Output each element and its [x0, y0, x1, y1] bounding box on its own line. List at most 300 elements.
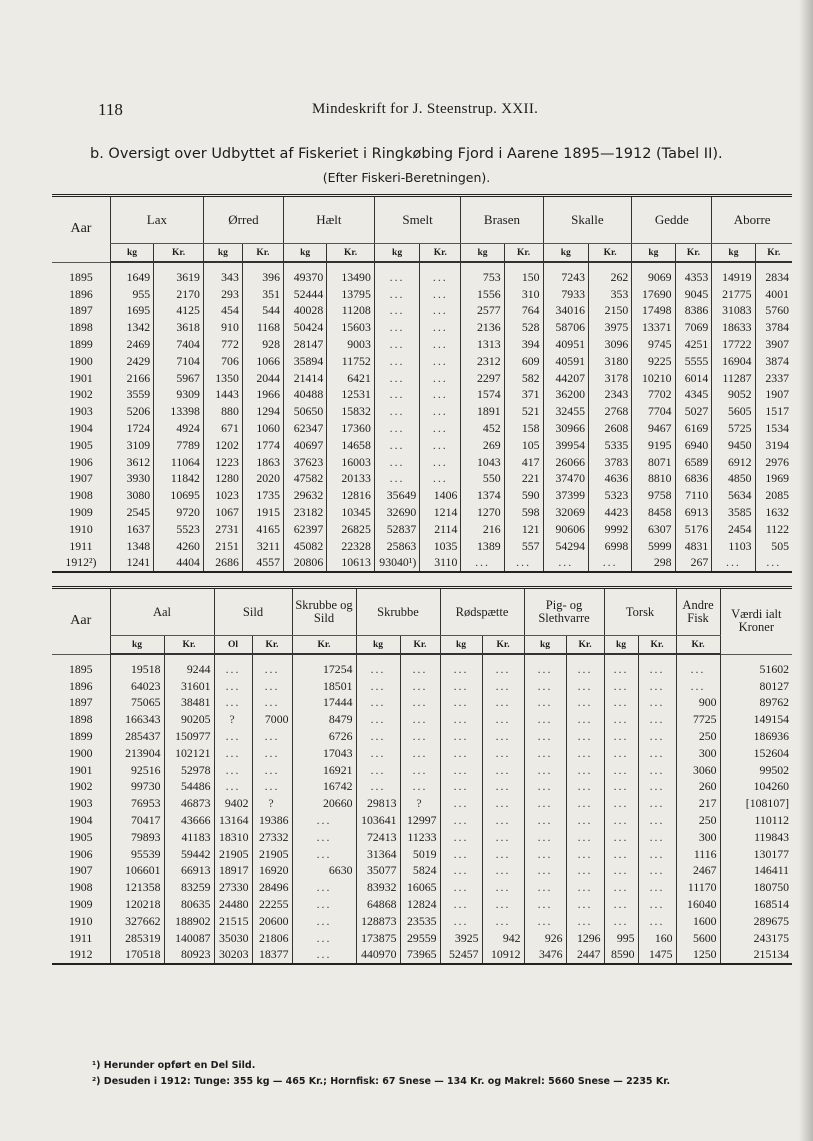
- value-cell: 2343: [589, 387, 632, 404]
- value-cell: 1475: [638, 947, 676, 965]
- value-cell: 1116: [676, 846, 720, 863]
- value-cell: 4924: [154, 420, 204, 437]
- value-cell: 93040¹): [374, 555, 419, 573]
- value-cell: 1223: [203, 454, 242, 471]
- value-cell: 3211: [242, 538, 283, 555]
- unit-kr-header: Kr.: [252, 636, 292, 655]
- value-cell: 3619: [154, 269, 204, 286]
- value-cell: ...: [440, 728, 482, 745]
- value-cell: ...: [214, 745, 252, 762]
- value-cell: ...: [440, 812, 482, 829]
- value-cell: 89762: [720, 695, 792, 712]
- value-cell: 26066: [543, 454, 588, 471]
- value-cell: 16920: [252, 863, 292, 880]
- value-cell: 1060: [242, 420, 283, 437]
- year-cell: 1911: [69, 538, 93, 553]
- value-cell: 31601: [164, 678, 214, 695]
- year-cell: 1896: [69, 286, 93, 301]
- value-cell: 4850: [712, 471, 755, 488]
- value-cell: 557: [504, 538, 543, 555]
- footnote-2: ²) Desuden i 1912: Tunge: 355 kg — 465 Kr.; Hornfisk: 67 Snese — 134 Kr. og Makrel: 5660 Snese — 2235 Kr.: [92, 1076, 671, 1087]
- year-cell: 1912: [68, 947, 93, 962]
- footnote-1: ¹) Herunder opført en Del Sild.: [92, 1060, 256, 1071]
- value-cell: 2136: [461, 319, 504, 336]
- value-cell: ...: [292, 829, 356, 846]
- value-cell: 27330: [214, 879, 252, 896]
- value-cell: 671: [203, 420, 242, 437]
- value-cell: 120218: [110, 896, 164, 913]
- value-cell: ...: [420, 420, 461, 437]
- value-cell: 1443: [203, 387, 242, 404]
- value-cell: 28147: [283, 336, 326, 353]
- value-cell: 16065: [400, 879, 440, 896]
- year-cell: 1901: [69, 370, 93, 385]
- value-cell: 215134: [720, 947, 792, 965]
- value-cell: ...: [440, 863, 482, 880]
- value-cell: 28496: [252, 879, 292, 896]
- value-cell: ...: [374, 387, 419, 404]
- value-cell: 66913: [164, 863, 214, 880]
- value-cell: ...: [676, 661, 720, 678]
- value-cell: 351: [242, 286, 283, 303]
- value-cell: 2297: [461, 370, 504, 387]
- unit-kg-header: kg: [440, 636, 482, 655]
- value-cell: ...: [374, 403, 419, 420]
- year-cell: 1903: [69, 404, 93, 419]
- value-cell: 54486: [164, 779, 214, 796]
- value-cell: ...: [638, 863, 676, 880]
- value-cell: 4251: [675, 336, 712, 353]
- value-cell: ...: [440, 762, 482, 779]
- value-cell: ...: [292, 913, 356, 930]
- value-cell: 2686: [203, 555, 242, 573]
- value-cell: 62397: [283, 521, 326, 538]
- value-cell: 52978: [164, 762, 214, 779]
- value-cell: ...: [524, 846, 566, 863]
- value-cell: ...: [292, 930, 356, 947]
- value-cell: 32455: [543, 403, 588, 420]
- value-cell: 6014: [675, 370, 712, 387]
- value-cell: 22328: [327, 538, 375, 555]
- unit-kr-header: Kr.: [154, 244, 204, 263]
- value-cell: 7000: [252, 711, 292, 728]
- value-cell: 16040: [676, 896, 720, 913]
- unit-kr-header: Kr.: [675, 244, 712, 263]
- value-cell: 54294: [543, 538, 588, 555]
- value-cell: 1649: [110, 269, 153, 286]
- value-cell: 2469: [110, 336, 153, 353]
- value-cell: 267: [675, 555, 712, 573]
- value-cell: 1023: [203, 487, 242, 504]
- value-cell: 250: [676, 812, 720, 829]
- value-cell: ...: [638, 745, 676, 762]
- year-cell: 1899: [68, 729, 93, 744]
- value-cell: ...: [524, 795, 566, 812]
- value-cell: 9745: [632, 336, 675, 353]
- value-cell: 6913: [675, 504, 712, 521]
- value-cell: 1915: [242, 504, 283, 521]
- value-cell: 12824: [400, 896, 440, 913]
- value-cell: ...: [604, 745, 638, 762]
- value-cell: ...: [566, 896, 604, 913]
- value-cell: ...: [374, 454, 419, 471]
- value-cell: ...: [566, 779, 604, 796]
- value-cell: 4260: [154, 538, 204, 555]
- value-cell: 1863: [242, 454, 283, 471]
- value-cell: ...: [524, 863, 566, 880]
- value-cell: 521: [504, 403, 543, 420]
- value-cell: ...: [374, 471, 419, 488]
- value-cell: ...: [482, 795, 524, 812]
- value-cell: ...: [524, 695, 566, 712]
- value-cell: ...: [604, 863, 638, 880]
- value-cell: ?: [400, 795, 440, 812]
- value-cell: 17690: [632, 286, 675, 303]
- value-cell: 73965: [400, 947, 440, 965]
- value-cell: ...: [482, 661, 524, 678]
- year-cell: 1907: [69, 471, 93, 486]
- value-cell: 16904: [712, 353, 755, 370]
- value-cell: ...: [440, 913, 482, 930]
- value-cell: 2044: [242, 370, 283, 387]
- value-cell: 243175: [720, 930, 792, 947]
- unit-kg-header: kg: [110, 244, 153, 263]
- value-cell: ...: [566, 678, 604, 695]
- value-cell: ...: [524, 896, 566, 913]
- species-header: Brasen: [461, 196, 543, 244]
- table-row: [52, 913, 792, 930]
- value-cell: 10912: [482, 947, 524, 965]
- value-cell: 1066: [242, 353, 283, 370]
- value-cell: 955: [110, 286, 153, 303]
- value-cell: 6630: [292, 863, 356, 880]
- year-column-header: Aar: [52, 196, 110, 263]
- value-cell: 18501: [292, 678, 356, 695]
- unit-kg-header: kg: [374, 244, 419, 263]
- value-cell: 2976: [755, 454, 792, 471]
- value-cell: 75065: [110, 695, 164, 712]
- value-cell: 6912: [712, 454, 755, 471]
- value-cell: ...: [524, 711, 566, 728]
- value-cell: 2166: [110, 370, 153, 387]
- value-cell: 44207: [543, 370, 588, 387]
- value-cell: 1214: [420, 504, 461, 521]
- value-cell: ...: [214, 678, 252, 695]
- value-cell: ...: [604, 762, 638, 779]
- table-row: [52, 695, 792, 712]
- value-cell: 5634: [712, 487, 755, 504]
- table-row: [52, 420, 792, 437]
- value-cell: ...: [482, 913, 524, 930]
- value-cell: 1724: [110, 420, 153, 437]
- value-cell: 5335: [589, 437, 632, 454]
- value-cell: 285437: [110, 728, 164, 745]
- value-cell: ...: [543, 555, 588, 573]
- value-cell: 3930: [110, 471, 153, 488]
- value-cell: ...: [420, 403, 461, 420]
- value-cell: 29559: [400, 930, 440, 947]
- value-cell: 110112: [720, 812, 792, 829]
- value-cell: 18917: [214, 863, 252, 880]
- value-cell: 3559: [110, 387, 153, 404]
- table-row: [52, 504, 792, 521]
- value-cell: ...: [638, 695, 676, 712]
- value-cell: 9720: [154, 504, 204, 521]
- value-cell: 7704: [632, 403, 675, 420]
- table-row: [52, 762, 792, 779]
- value-cell: 50424: [283, 319, 326, 336]
- value-cell: 90205: [164, 711, 214, 728]
- value-cell: 25863: [374, 538, 419, 555]
- value-cell: 5523: [154, 521, 204, 538]
- value-cell: 80635: [164, 896, 214, 913]
- unit-kg-header: kg: [203, 244, 242, 263]
- value-cell: 18633: [712, 319, 755, 336]
- value-cell: ...: [214, 695, 252, 712]
- value-cell: ...: [400, 745, 440, 762]
- value-cell: ...: [524, 913, 566, 930]
- value-cell: 6307: [632, 521, 675, 538]
- value-cell: ...: [292, 812, 356, 829]
- year-cell: 1906: [68, 846, 93, 861]
- value-cell: 995: [604, 930, 638, 947]
- value-cell: 188902: [164, 913, 214, 930]
- value-cell: 52837: [374, 521, 419, 538]
- value-cell: ...: [356, 779, 400, 796]
- value-cell: ...: [566, 795, 604, 812]
- value-cell: 260: [676, 779, 720, 796]
- value-cell: 106601: [110, 863, 164, 880]
- value-cell: 119843: [720, 829, 792, 846]
- value-cell: 1296: [566, 930, 604, 947]
- value-cell: ...: [638, 896, 676, 913]
- value-cell: 170518: [110, 947, 164, 965]
- year-cell: 1905: [69, 437, 93, 452]
- value-cell: 17444: [292, 695, 356, 712]
- value-cell: ?: [252, 795, 292, 812]
- species-header: Pig- og Slethvarre: [524, 588, 604, 636]
- value-cell: ...: [374, 353, 419, 370]
- value-cell: 1517: [755, 403, 792, 420]
- value-cell: ...: [604, 795, 638, 812]
- value-cell: 166343: [110, 711, 164, 728]
- value-cell: ...: [524, 812, 566, 829]
- value-cell: 49370: [283, 269, 326, 286]
- value-cell: 452: [461, 420, 504, 437]
- species-header: Skalle: [543, 196, 632, 244]
- value-cell: 13795: [327, 286, 375, 303]
- value-cell: ...: [356, 762, 400, 779]
- value-cell: 15603: [327, 319, 375, 336]
- value-cell: 3784: [755, 319, 792, 336]
- value-cell: 13490: [327, 269, 375, 286]
- value-cell: 4557: [242, 555, 283, 573]
- value-cell: 2768: [589, 403, 632, 420]
- value-cell: 37399: [543, 487, 588, 504]
- value-cell: ...: [482, 728, 524, 745]
- unit-kr-header: Kr.: [504, 244, 543, 263]
- value-cell: 29813: [356, 795, 400, 812]
- value-cell: ...: [356, 661, 400, 678]
- value-cell: 99502: [720, 762, 792, 779]
- value-cell: 880: [203, 403, 242, 420]
- value-cell: 16742: [292, 779, 356, 796]
- value-cell: ...: [524, 779, 566, 796]
- value-cell: ...: [482, 829, 524, 846]
- catch-table-part-2: [52, 586, 792, 965]
- value-cell: 11208: [327, 303, 375, 320]
- year-cell: 1905: [68, 829, 93, 844]
- value-cell: 79893: [110, 829, 164, 846]
- value-cell: 528: [504, 319, 543, 336]
- value-cell: ...: [482, 896, 524, 913]
- table-row: [52, 269, 792, 286]
- value-cell: 550: [461, 471, 504, 488]
- value-cell: 35649: [374, 487, 419, 504]
- value-cell: 90606: [543, 521, 588, 538]
- table-row: [52, 812, 792, 829]
- value-cell: 2447: [566, 947, 604, 965]
- value-cell: 186936: [720, 728, 792, 745]
- value-cell: 21515: [214, 913, 252, 930]
- table-row: [52, 454, 792, 471]
- value-cell: ...: [604, 812, 638, 829]
- value-cell: 103641: [356, 812, 400, 829]
- value-cell: 544: [242, 303, 283, 320]
- value-cell: 7725: [676, 711, 720, 728]
- value-cell: ...: [400, 711, 440, 728]
- value-cell: 394: [504, 336, 543, 353]
- unit-kg-header: kg: [712, 244, 755, 263]
- value-cell: 35030: [214, 930, 252, 947]
- table-row: [52, 303, 792, 320]
- table-row: [52, 521, 792, 538]
- table-row: [52, 555, 792, 573]
- value-cell: 7069: [675, 319, 712, 336]
- value-cell: 35894: [283, 353, 326, 370]
- value-cell: 13371: [632, 319, 675, 336]
- value-cell: 36200: [543, 387, 588, 404]
- value-cell: 9450: [712, 437, 755, 454]
- value-cell: 1907: [755, 387, 792, 404]
- value-cell: ...: [252, 678, 292, 695]
- year-cell: 1908: [68, 880, 93, 895]
- value-cell: 8071: [632, 454, 675, 471]
- value-cell: 72413: [356, 829, 400, 846]
- year-cell: 1900: [68, 745, 93, 760]
- value-cell: ...: [420, 319, 461, 336]
- value-cell: ...: [566, 879, 604, 896]
- value-cell: ...: [755, 555, 792, 573]
- value-cell: 52444: [283, 286, 326, 303]
- value-cell: 900: [676, 695, 720, 712]
- value-cell: 30966: [543, 420, 588, 437]
- value-cell: ...: [638, 879, 676, 896]
- value-cell: 62347: [283, 420, 326, 437]
- value-cell: 1122: [755, 521, 792, 538]
- value-cell: 43666: [164, 812, 214, 829]
- value-cell: 12531: [327, 387, 375, 404]
- year-cell: 1904: [69, 421, 93, 436]
- value-cell: ...: [292, 846, 356, 863]
- species-header: Skrubbe og Sild: [292, 588, 356, 636]
- value-cell: 52457: [440, 947, 482, 965]
- value-cell: ...: [504, 555, 543, 573]
- value-cell: ...: [420, 336, 461, 353]
- value-cell: 9244: [164, 661, 214, 678]
- value-cell: 140087: [164, 930, 214, 947]
- value-cell: ...: [604, 879, 638, 896]
- table-row: [52, 846, 792, 863]
- value-cell: ...: [292, 879, 356, 896]
- value-cell: 1280: [203, 471, 242, 488]
- value-cell: 6589: [675, 454, 712, 471]
- table-row: [52, 795, 792, 812]
- catch-table-part-1: [52, 194, 792, 573]
- value-cell: 23535: [400, 913, 440, 930]
- value-cell: 2467: [676, 863, 720, 880]
- value-cell: 5555: [675, 353, 712, 370]
- value-cell: 7404: [154, 336, 204, 353]
- value-cell: ...: [524, 678, 566, 695]
- value-cell: 39954: [543, 437, 588, 454]
- unit-kr-header: Kr.: [420, 244, 461, 263]
- value-cell: 910: [203, 319, 242, 336]
- unit-kr-header: Kr.: [566, 636, 604, 655]
- species-header: Andre Fisk: [676, 588, 720, 636]
- table-row: [52, 779, 792, 796]
- value-cell: 20806: [283, 555, 326, 573]
- value-cell: 10210: [632, 370, 675, 387]
- value-cell: 32690: [374, 504, 419, 521]
- value-cell: ...: [604, 728, 638, 745]
- year-cell: 1895: [68, 661, 93, 676]
- value-cell: 6836: [675, 471, 712, 488]
- value-cell: 2834: [755, 269, 792, 286]
- value-cell: ...: [214, 762, 252, 779]
- value-cell: 5027: [675, 403, 712, 420]
- value-cell: 104260: [720, 779, 792, 796]
- table-caption: b. Oversigt over Udbyttet af Fiskeriet i Ringkøbing Fjord i Aarene 1895—1912 (Tabel II).: [90, 146, 723, 162]
- value-cell: ...: [440, 896, 482, 913]
- value-cell: ...: [482, 846, 524, 863]
- unit-kg-header: kg: [110, 636, 164, 655]
- table-row: [52, 879, 792, 896]
- value-cell: 3907: [755, 336, 792, 353]
- unit-kg-header: kg: [524, 636, 566, 655]
- value-cell: ...: [374, 269, 419, 286]
- value-cell: 598: [504, 504, 543, 521]
- value-cell: ...: [482, 879, 524, 896]
- value-cell: 2020: [242, 471, 283, 488]
- unit-ol-header: Ol: [214, 636, 252, 655]
- value-cell: 83932: [356, 879, 400, 896]
- value-cell: 5725: [712, 420, 755, 437]
- value-cell: 1043: [461, 454, 504, 471]
- value-cell: 300: [676, 829, 720, 846]
- table-row: [52, 728, 792, 745]
- year-cell: 1912²): [65, 555, 97, 570]
- value-cell: 99730: [110, 779, 164, 796]
- year-cell: 1906: [69, 454, 93, 469]
- value-cell: ...: [356, 711, 400, 728]
- value-cell: 9052: [712, 387, 755, 404]
- value-cell: ...: [638, 812, 676, 829]
- value-cell: 35077: [356, 863, 400, 880]
- value-cell: ...: [482, 711, 524, 728]
- value-cell: 5600: [676, 930, 720, 947]
- value-cell: 2114: [420, 521, 461, 538]
